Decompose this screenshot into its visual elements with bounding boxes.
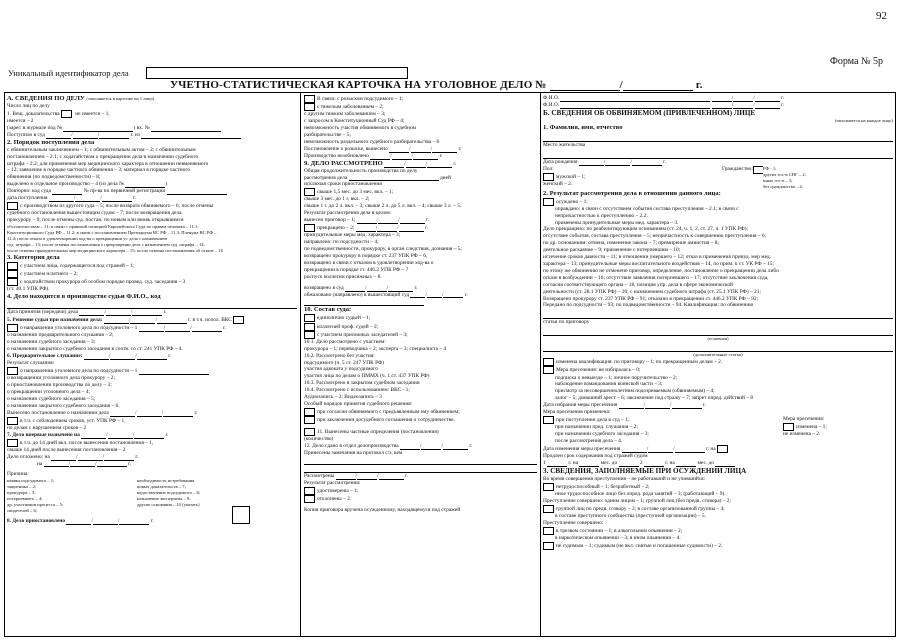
text: свыше 14 дней после вынесения постановления – 2 [7, 446, 126, 453]
text: постановлением – 2.1; с ходатайством о прекращении дела и назначении судебного [7, 153, 199, 160]
column-b [304, 95, 537, 635]
row: Постановление о розыске, вынесено / / г. [304, 145, 462, 152]
fio-label: 1. Фамилия, имя, отчество [543, 123, 623, 131]
checkbox[interactable] [543, 542, 554, 550]
page-number: 92 [876, 10, 887, 22]
checkbox[interactable] [543, 527, 554, 535]
row: группой лиц по предв. сговору – 3; в составе организованной группы – 4; [543, 505, 893, 513]
text: – 12; заявление в порядке частного обвинения – 3; материал в порядке частного [7, 167, 191, 174]
row: 8. Дело приостановлено / / г. [7, 518, 154, 525]
row [7, 202, 297, 210]
uid-label: Уникальный идентификатор дела [8, 68, 129, 78]
row: выделено в отдельное производство – 4 (из дела № ) [7, 181, 168, 188]
label: выделено в отдельное производство – 4 (из дела № [7, 181, 125, 188]
text: о назначении судебного заседания – 3; [7, 339, 96, 346]
row: Вынесено постановление о назначении дела / / г. [7, 409, 198, 416]
article-main-field[interactable] [543, 326, 893, 336]
row: с участием присяжных заседателей – 3; [304, 331, 537, 339]
section-heading: 3. СВЕДЕНИЯ, ЗАПОЛНЯЕМЫЕ ПРИ ОСУЖДЕНИИ ЛИЦА [543, 466, 747, 475]
row: 11. Вынесены частные определения (постановления) [304, 428, 537, 436]
row: рассмотрения дела дней [304, 174, 451, 181]
address-label: Место жительства [543, 141, 586, 148]
text: Конституционного Суда РФ – 11.2; в связи с постановлением Президиума ВС РФ – 11.3; Пленума ВС РФ – [7, 229, 217, 235]
text: после отмены принудительных мер медицинского характера – 15; после отмены постановления об отказе – 16 [7, 247, 223, 253]
text: обвинения (по подведомственности) – 8; [7, 174, 101, 181]
row: в т.ч. с соблюдением сроков, уст. УПК РФ – 1, [7, 417, 297, 425]
text: (количество) [304, 436, 334, 443]
text: с запросом в Конституционный Суд РФ – 4; [304, 118, 405, 125]
text: (ст. 40.1 УПК РФ). [7, 286, 50, 293]
uid-input-box[interactable] [146, 67, 408, 79]
label: Поступило в суд [7, 131, 45, 138]
row: Поступило в суд / / г. из [7, 132, 297, 139]
row: 1. Вещ. доказательства не имеется – 1, [7, 111, 110, 118]
row: Дата избрания меры пресечения / / г. [543, 402, 706, 409]
form-title: УЧЕТНО-СТАТИСТИЧЕСКАЯ КАРТОЧКА НА УГОЛОВНОЕ ДЕЛО № [170, 79, 547, 91]
field-line[interactable] [304, 298, 424, 306]
row: Дата принятия (передачи) дела / / г. [7, 309, 167, 316]
checkbox[interactable] [304, 314, 315, 322]
row: при согласии обвиняемого с предъявленным ему обвинением; [304, 408, 537, 416]
checkbox[interactable] [304, 224, 315, 232]
checkbox[interactable] [304, 408, 315, 416]
checkbox[interactable] [304, 428, 315, 436]
row: изменена квалификация: по приговору – 1; по прекращенным делам – 2. [543, 358, 893, 366]
text: прокурору – 9; после отмены суд. постан. по новым или вновь открывшимся [7, 217, 184, 224]
reason-list: неявка подсудимого – 1; защитника – 2; прокурора – 3; потерпевшего – 4; др. участников процесса – 5; свидетелей – 6; необходимость истребования новых доказательств – 7; недоставление подсудимого – 8; назначение экспертизы – 9; другие основания – 10 (указать) [7, 478, 201, 514]
case-number-field-2[interactable] [623, 90, 693, 91]
checkbox[interactable] [543, 366, 554, 374]
checkbox[interactable] [543, 483, 554, 491]
text: Результат рассмотрения дела в целом: [304, 210, 392, 217]
evidence-label: 1. Вещ. доказательства [7, 111, 60, 118]
row: вынесен приговор – 1; / / г. [304, 217, 430, 224]
row: 5. Решение судьи при назначении дела: / / г. в т.ч. испол. ВКС [7, 316, 297, 324]
column-divider [300, 92, 301, 637]
row: имеется – 2 [7, 118, 34, 125]
section-a-heading: А. СВЕДЕНИЯ ПО ДЕЛУ (заполняется в карточке на 1 лицо) [7, 95, 155, 102]
text: о назначении закрытого судебного заседания в соотв. со ст. 241 УПК РФ – 4. [7, 346, 183, 353]
text: 10.4. Рассмотрено с использованием: ВКС - 1; [304, 387, 410, 394]
checkbox[interactable] [7, 324, 18, 332]
text: о назначении предварительного слушания – 2; [7, 332, 114, 339]
text: по подведомственности, прокурору, в орган следствия, дознания – 5; [304, 246, 462, 253]
checkbox[interactable] [717, 445, 728, 453]
field-line[interactable] [543, 309, 893, 319]
row: Производство возобновлено / / г. [304, 152, 443, 159]
checkbox[interactable] [304, 323, 315, 331]
article-extra-field[interactable] [543, 342, 893, 352]
text: 11.4; после отказа в удовлетворении ход-ва о прекращении уг. дела с назначением [7, 235, 168, 241]
text: невозможность участия обвиняемого в судебном [304, 125, 416, 132]
label: дата поступления [7, 195, 48, 202]
text: с производством из другого суда – 5; после возврата обвиняемого – 6; после отмены [20, 203, 214, 210]
row: Ф.И.О. / / г. [543, 101, 785, 108]
row: не судимым – 1; судимым (не вкл. снятые и погашенные судимости) – 2. [543, 542, 893, 550]
text: по делам с нарушением сроков – 2 [7, 424, 87, 431]
text: обстоятельствам – 11; в связи с правовой позицией Европейского Суда по правам человека – 11.1; [7, 223, 199, 229]
text: исключая сроки приостановления [304, 181, 382, 188]
row: 7. Дело впервые назначено на / / г. [7, 431, 169, 438]
section-heading: 2. Результат рассмотрения дела в отношении данного лица: [543, 189, 721, 197]
text: о прекращении уголовного дела – 4; [7, 388, 91, 395]
row: с участием н/летнего – 2; [7, 270, 297, 278]
text: возвращено прокурору в порядке ст. 237 УПК РФ – 6, [304, 252, 428, 259]
checkbox[interactable] [7, 278, 18, 286]
row: Рассмотрены / / г. [304, 473, 408, 480]
column-a [7, 95, 297, 635]
column-divider [540, 92, 541, 637]
text: с обвинительным заключением – 1; с обвинительным актом – 2; с обвинительным [7, 146, 196, 153]
checkbox[interactable] [233, 316, 244, 324]
persons-count: Число лиц по делу [7, 103, 50, 109]
row: коллегией проф. судей – 2; [304, 323, 537, 331]
checkbox[interactable] [7, 202, 18, 210]
label: (зарег. в журнале под № [7, 124, 63, 131]
text: прекращении в порядке ст. 446.2 УПК РФ – 7 [304, 266, 409, 273]
row: с участием лица, содержащегося под стражей – 1; [7, 262, 297, 270]
text: о приостановлении производства по делу – 3; [7, 382, 112, 389]
text: о назначении судебного заседания – 5; [7, 395, 96, 402]
row: Мера пресечения: не избиралась – 0; [543, 366, 893, 374]
row: прекращено – 2; / / г. [304, 224, 537, 232]
row: удостоверены – 1; [304, 487, 537, 495]
row: нетрудоспособный – 1; безработный – 2; [543, 483, 893, 491]
checkbox[interactable] [543, 173, 554, 181]
sex-citizenship: Пол: мужской – 1; женский – 2. Гражданство: РФ - 1; других гос-в СНГ – 2; иных гос-в – 3; без гражданства – 4. [543, 165, 806, 189]
row: Дата изменения меры пресечения / / г. на [543, 445, 893, 453]
checkbox[interactable] [543, 358, 554, 366]
checkbox[interactable] [783, 423, 794, 431]
checkbox[interactable] [543, 198, 554, 206]
row: В связи: с розыском подсудимого – 1; [304, 95, 537, 103]
text: штрафа – 2.2; для применения мер медицинского характера в отношении невменяемого [7, 160, 209, 167]
column-c: Ф.И.О. / / г. Ф.И.О. / / г. Б. СВЕДЕНИЯ ОБ ОБВИНЯЕМОМ (ПРИВЛЕЧЕННОМ) ЛИЦЕ (заполняется на каждое лицо) 1. Фамилия, имя, отчество Место жительства Дата рождения / / г. Пол: мужской – 1; женский – 2. Гражданство: РФ - 1; других гос-в СНГ – 2; иных гос-в – 3; без гражданства – 4. 2. Результат рассмотрения дела в отношении данного лица: осуждено – 1; оправдано: в связи с отсутствием события состава преступления – 2.1; в связи с непричастностью к преступлению – 2.2; применены принудительные меры мед. характера – 3. Дело прекращено: по реабилитирующим основаниям (ст. 24, ч. 1, 2, ст. 27, ч. 1 УПК РФ): отсутствие события, состава преступления – 5; непричастность к совершению преступления – 6; по др. основаниям: отмена, изменение закона – 7; примирение амнистия – 8; деятельное раскаяние – 9; применение с потерпевшим – 10; истечение сроков давности – 11; в отношении умершего – 12; отказ в применения принуд. мер мед. характера – 13; принудительные меры воспитательного воздействия – 14, по прим. к ст. УК РФ – 15; по этому же обвинению не отменено приговор, определение, постановление о прекращении дела либо отказе в возбуждении – 16; отсутствие заявления потерпевшего – 17; отсутствие заключения суда, согласия соответствующего органа – 18, позиция упр. дела в сфере экономической деятельности (ст. 28.1 УПК РФ) – 20; с назначением судебного штрафа (ст. 25.1 УПК РФ) – 21; Возвращено прокурору ст. 237 УПК РФ – 91; отказано в прекращении ст. 446.2 УПК РФ – 92; Передано по подсудности – 93; по подведомственности – 94. Квалификация: по обвинению статья по приговору (основная) (дополнительные статьи) изменена квалификация: по приговору – 1; по прекращенным делам – 2. Мера пресечения: не избиралась – 0; подписка о невыезде – 1; личное поручительство – 2; наблюдение командования воинской части – 3; присмотр за несовершеннолетним подозреваемым (обвиняемым) – 4; залог – 5; домашний арест – 6; заключение под стражу – 7; запрет опред. действий – 8 Дата избрания меры пресечения / / г. Мера пресечения применена: при поступлении дела в суд – 1; при назначении пред. слушания – 2; при назначении судебного заседания – 3; после рассмотрения дела – 4. Мера пресечения: изменена – 1; не изменена – 2. Дата изменения меры пресечения / / г. на Продлен срок содержания под стражей судом 1 г. на мес. до 2 г. на мес. до 3. СВЕДЕНИЯ, ЗАПОЛНЯЕМЫЕ ПРИ ОСУЖДЕНИИ ЛИЦА Во время совершения преступления – не работавший и не учившийся: нетрудоспособный – 1; безработный – 2; иное трудоспособное лицо без опред. рода занятий – 3; (работающий – 9). Преступление совершено: одним лицом – 1; группой лиц (без предв. сговора) – 2; группой лиц по предв. сговору – 3; в составе организованной группы – 4; в составе преступного сообщества (преступной организации) – 5. Преступление совершено: в трезвом состоянии – 1; в алкогольном опьянении – 2; в наркотическом опьянении – 3; в ином опьянении – 4. не судимым – 1; судимым (не вкл. снятые и погашенные судимости) – 2. [543, 95, 893, 549]
address-field[interactable] [543, 149, 893, 159]
text: Общая продолжительность производства по делу [304, 167, 418, 174]
checkbox[interactable] [304, 487, 315, 495]
checkbox[interactable] [304, 95, 315, 103]
text: принудительные меры мед. характера – 3; [304, 232, 401, 239]
text: с другим тяжким заболеванием – 3; [304, 111, 386, 118]
row: с тяжелым заболеванием – 2; [304, 103, 537, 111]
checkbox[interactable] [753, 166, 763, 174]
text: о назначении закрытого судебного заседания – 6. [7, 402, 120, 409]
text: Копия приговора вручена осужденному, находящемуся под стражей [304, 507, 461, 514]
checkbox[interactable] [7, 439, 18, 447]
stamp-box[interactable] [232, 506, 250, 524]
row: 1 г. на мес. до 2 г. на мес. до [543, 460, 893, 467]
checkbox[interactable] [7, 367, 18, 375]
text: Результат рассмотрения: [304, 479, 361, 486]
reason-label: Причина: [7, 471, 29, 478]
checkbox[interactable] [7, 270, 18, 278]
form-title-row: УЧЕТНО-СТАТИСТИЧЕСКАЯ КАРТОЧКА НА УГОЛОВНОЕ ДЕЛО № / г. [170, 79, 703, 91]
row: осуждено – 1; [543, 198, 893, 206]
text: подсудимого (ч. 5 ст. 247 УПК РФ) [304, 359, 385, 366]
text: 10.1. Дело рассмотрено с участием: [304, 338, 386, 345]
row: отклонены – 2. [304, 495, 537, 503]
section-heading: 4. Дело находится в производстве судьи Ф.И.О., код [7, 293, 161, 301]
row: при заключении досудебного соглашения о сотрудничестве. [304, 416, 537, 424]
text: направлено: по подсудности – 4; [304, 239, 379, 246]
section-heading: 10. Состав суда: [304, 306, 352, 314]
text: Принесены замечания на протокол с/з, кем [304, 450, 403, 457]
text: свыше 3 мес. до 1 г. вкл. – 2; [304, 196, 370, 203]
form-number: Форма № 5р [830, 56, 883, 67]
text: 10.3. Рассмотрено в закрытом судебном заседании [304, 380, 420, 387]
checkbox[interactable] [304, 103, 315, 111]
row: о направлении уголовного дела по подсудности – 1 / / г. [7, 324, 297, 332]
row: Ф.И.О. / / г. [543, 95, 785, 101]
title-year-suffix: г. [695, 79, 703, 91]
field-line[interactable] [304, 465, 537, 473]
text: разбирательстве – 5; [304, 132, 351, 138]
row: Повторно: код суда № пр-ва по первичной регистрации [7, 188, 297, 195]
case-number-field[interactable] [550, 90, 620, 91]
checkbox[interactable] [543, 416, 554, 424]
field-line[interactable] [304, 457, 537, 465]
row: в трезвом состоянии – 1; в алкогольном опьянении – 2; [543, 527, 893, 535]
row: в т.ч. до 14 дней вкл. после вынесения постановления – 1, [7, 439, 297, 447]
row: с ходатайством прокурора об особом порядке провед. суд. заседания – 3 [7, 278, 297, 286]
judge-field[interactable] [7, 301, 297, 309]
text: возвращено в связи с отказом в удовлетворении ход-ва о [304, 259, 434, 266]
fio-field[interactable] [543, 132, 893, 142]
text: Особый порядок принятия судебного решения: [304, 400, 413, 407]
row: (зарег. в журнале под № ) вх. № [7, 125, 297, 132]
checkbox[interactable] [304, 331, 315, 339]
text: участия адвоката у подсудимого [304, 366, 378, 373]
text: суд. штрафа – 13; после отмены постановления о прекращении дела с назначением суд. штрафа – 14; [7, 241, 205, 247]
row: возвращено в суд / / г. [304, 284, 418, 291]
checkbox[interactable] [543, 505, 554, 513]
checkbox[interactable] [304, 495, 315, 503]
row: обжаловано (направлено) в вышестоящий суд / / г. [304, 291, 468, 298]
checkbox[interactable] [304, 188, 315, 196]
row: о направлении уголовного дела по подсудности – 1 [7, 367, 297, 375]
section-heading: 3. Категория дела [7, 253, 60, 261]
checkbox[interactable] [304, 416, 315, 424]
text: прокурора – 1; переводчика – 2; эксперта – 3; специалиста – 4 [304, 345, 447, 352]
text: Аудиозапись – 2; Видеозапись – 3 [304, 394, 382, 401]
row: 12. Дело сдано в отдел делопроизводства / / г. [304, 443, 473, 450]
text: участия лица по делам о ПММХ (ч. 1 ст. 437 УПК РФ) [304, 373, 430, 380]
section-b-heading: Б. СВЕДЕНИЯ ОБ ОБВИНЯЕМОМ (ПРИВЛЕЧЕННОМ) ЛИЦЕ [543, 108, 756, 117]
checkbox[interactable] [7, 417, 18, 425]
row: на / / г. [37, 460, 131, 467]
text: о возвращении уголовного дела прокурору – 2; [7, 375, 115, 382]
section-heading: 2. Порядок поступления дела [7, 138, 95, 146]
text: невозможность раздельного судебного разбирательства – 6 [304, 138, 440, 145]
row: дата поступления / / г. [7, 195, 137, 202]
label: Повторно: код суда [7, 188, 51, 195]
row: 6. Предварительное слушание: / / г. [7, 353, 172, 360]
text: свыше 1 г. до 2 л. вкл. – 3; свыше 2 л. до 5 л. вкл. – 4; свыше 3 л. – 5. [304, 203, 462, 210]
text: судебного постановления вышестоящим судом – 7; после возвращения дела [7, 210, 182, 217]
text: Результат слушания: [7, 360, 55, 367]
checkbox[interactable] [7, 262, 18, 270]
text: роспуск коллегии присяжных – 8. [304, 273, 382, 280]
row: 9. ДЕЛО РАССМОТРЕНО / / г. [304, 159, 457, 167]
row: Дело отложено: на / / г. [7, 453, 139, 460]
row: свыше 1,5 мес. до 3 мес. вкл. – 1; [304, 188, 537, 196]
row: единолично судьей – 1; [304, 314, 537, 322]
checkbox[interactable] [61, 110, 72, 118]
row: Дата рождения / / г. [543, 158, 667, 165]
measure-block: при поступлении дела в суд – 1; при назначении пред. слушания – 2; при назначении судебного заседания – 3; после рассмотрения дела – 4. Мера пресечения: изменена – 1; не изменена – 2. [543, 416, 893, 445]
text: 10.2. Рассмотрено без участия: [304, 352, 375, 359]
